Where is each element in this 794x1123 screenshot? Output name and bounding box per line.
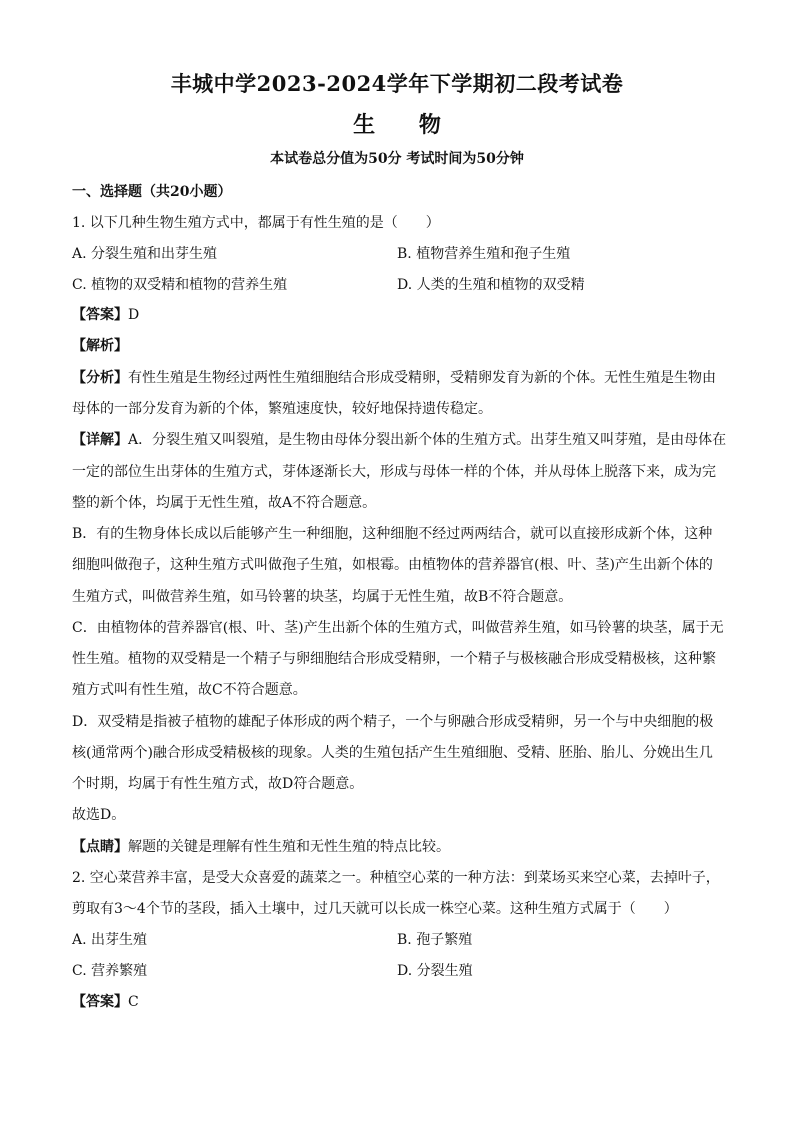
q1-xiangjie-line-12: 个时期，均属于有性生殖方式，故D符合题意。 <box>72 776 364 792</box>
q1-xiangjie-line-1 <box>72 430 727 450</box>
q1-dianjing <box>72 837 724 857</box>
q1-option-c: C. 植物的双受精和植物的营养生殖 <box>72 277 288 293</box>
answer-tag: 【答案】 <box>72 994 128 1010</box>
fenxi-text: 有性生殖是生物经过两性生殖细胞结合形成受精卵，受精卵发育为新的个体。无性生殖是生物由 <box>128 370 716 386</box>
q1-stem: 1. 以下几种生物生殖方式中，都属于有性生殖的是（ ） <box>72 215 440 231</box>
answer-value: D <box>128 307 140 323</box>
answer-tag: 【答案】 <box>72 307 128 323</box>
q2-option-d: D. 分裂生殖 <box>397 963 473 979</box>
q1-xiangjie-line-13: 故选D。 <box>72 807 126 823</box>
q1-answer <box>72 305 724 325</box>
q1-xiangjie-line-4: B．有的生物身体长成以后能够产生一种细胞，这种细胞不经过两两结合，就可以直接形成新个体，这种 <box>72 526 713 542</box>
exam-info: 本试卷总分值为50分 考试时间为50分钟 <box>270 151 524 167</box>
section-heading: 一、选择题（共20小题） <box>72 184 232 200</box>
fenxi-tag: 【分析】 <box>72 370 128 386</box>
q2-stem-line-1: 2. 空心菜营养丰富，是受大众喜爱的蔬菜之一。种植空心菜的一种方法：到菜场买来空心菜，去掉叶子， <box>72 870 720 886</box>
q1-xiangjie-line-11: 核(通常两个)融合形成受精极核的现象。人类的生殖包括产生生殖细胞、受精、胚胎、胎儿、分娩出生几 <box>72 745 713 761</box>
q1-xiangjie-line-3: 整的新个体，均属于无性生殖，故A不符合题意。 <box>72 495 377 511</box>
q2-answer <box>72 992 724 1012</box>
q1-xiangjie-line-6: 生殖方式，叫做营养生殖，如马铃薯的块茎，均属于无性生殖，故B不符合题意。 <box>72 589 573 605</box>
q1-xiangjie-line-10: D．双受精是指被子植物的雄配子体形成的两个精子，一个与卵融合形成受精卵，另一个与中央细胞的极 <box>72 714 714 730</box>
q2-stem-line-2: 剪取有3～4个节的茎段，插入土壤中，过几天就可以长成一株空心菜。这种生殖方式属于（ ） <box>72 901 678 917</box>
dianjing-tag: 【点睛】 <box>72 839 128 855</box>
xiangjie-tag: 【详解】 <box>72 432 128 448</box>
exam-title: 丰城中学2023-2024学年下学期初二段考试卷 <box>170 71 624 96</box>
dianjing-text: 解题的关键是理解有性生殖和无性生殖的特点比较。 <box>128 839 450 855</box>
xiangjie-text: A．分裂生殖又叫裂殖，是生物由母体分裂出新个体的生殖方式。出芽生殖又叫芽殖，是由母体在 <box>128 432 727 448</box>
q1-option-d: D. 人类的生殖和植物的双受精 <box>397 277 585 293</box>
q2-option-a: A. 出芽生殖 <box>72 932 148 948</box>
q1-xiangjie-line-9: 殖方式叫有性生殖，故C不符合题意。 <box>72 682 307 698</box>
q1-fenxi-line-2: 母体的一部分发育为新的个体，繁殖速度快，较好地保持遗传稳定。 <box>72 401 492 417</box>
q1-xiangjie-line-5: 细胞叫做孢子，这种生殖方式叫做孢子生殖，如根霉。由植物体的营养器官(根、叶、茎)产生出新个体的 <box>72 557 713 573</box>
q1-option-a: A. 分裂生殖和出芽生殖 <box>72 246 218 262</box>
q2-option-c: C. 营养繁殖 <box>72 963 148 979</box>
q1-fenxi-line-1 <box>72 368 724 388</box>
answer-value: C <box>128 994 139 1010</box>
subject-title: 生 物 <box>353 112 459 138</box>
q1-xiangjie-line-8: 性生殖。植物的双受精是一个精子与卵细胞结合形成受精卵，一个精子与极核融合形成受精极核，这种繁 <box>72 651 716 667</box>
q1-xiangjie-line-7: C．由植物体的营养器官(根、叶、茎)产生出新个体的生殖方式，叫做营养生殖，如马铃薯的块茎，属于无 <box>72 620 724 636</box>
q1-xiangjie-line-2: 一定的部位生出芽体的生殖方式，芽体逐渐长大，形成与母体一样的个体，并从母体上脱落下来，成为完 <box>72 464 716 480</box>
q2-option-b: B. 孢子繁殖 <box>397 932 473 948</box>
q1-option-b: B. 植物营养生殖和孢子生殖 <box>397 246 571 262</box>
q1-analysis-tag: 【解析】 <box>72 338 128 354</box>
